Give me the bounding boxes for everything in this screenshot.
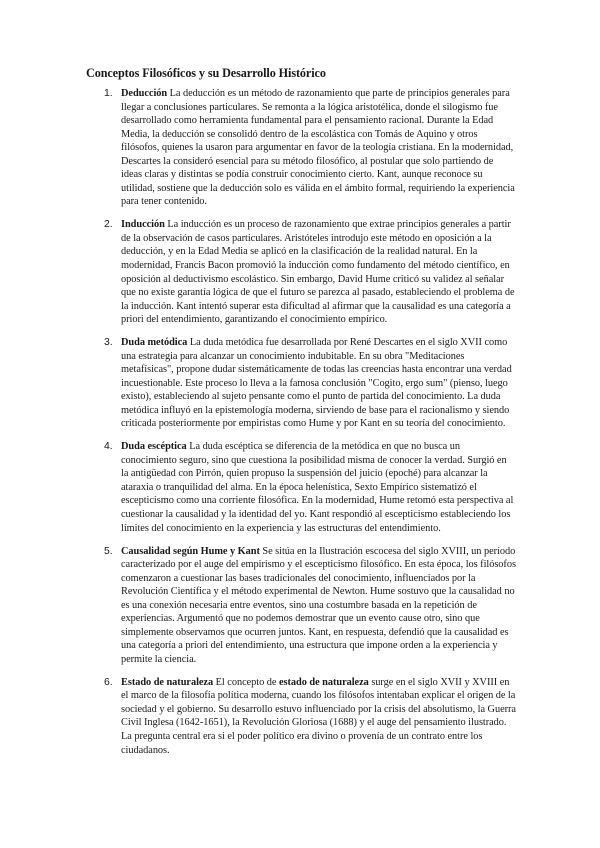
list-item-induccion <box>86 218 516 326</box>
list-item-duda-esceptica <box>86 440 516 535</box>
list-item-term: Causalidad según Hume y Kant <box>121 545 260 557</box>
list-item-term: Deducción <box>121 88 168 99</box>
document-title: Conceptos Filosóficos y su Desarrollo Histórico <box>86 66 326 80</box>
document-page <box>86 66 516 767</box>
list-item-inline-term: estado de naturaleza <box>278 676 369 688</box>
list-item-text: La duda metódica fue desarrollada por René Descartes en el siglo XVII como una estrategia para alcanzar un conocimiento indubitable. En su obra "Meditaciones metafísicas", propone dudar sistemáticamente de todas las creencias hasta encontrar una verdad incuestionable. Este proceso lo lleva a la famosa conclusión "Cogito, ergo sum" (pienso, luego existo), estableciendo al sujeto pensante como el punto de partida del conocimiento. La duda metódica influyó en la epistemología moderna, sirviendo de base para el racionalismo y siendo criticada posteriormente por empiristas como Hume y por Kant en su teoría del conocimiento. <box>121 337 512 430</box>
list-item-causalidad <box>86 545 516 667</box>
list-item-text: Se sitúa en la Ilustración escocesa del siglo XVIII, un período caracterizado por el auge del empirismo y el escepticismo filosófico. En esta época, los filósofos comenzaron a cuestionar las bases tradicionales del conocimiento, influenciados por la Revolución Científica y el método experimental de Newton. Hume sostuvo que la causalidad no es una conexión necesaria entre eventos, sino una costumbre basada en la repetición de experiencias. Argumentó que no podemos demostrar que un evento cause otro, sino que simplemente observamos que ocurren juntos. Kant, en respuesta, defendió que la causalidad es una categoría a priori del entendimiento, una estructura que impone orden a la experiencia y permite la ciencia. <box>121 545 516 665</box>
list-item-term: Inducción <box>121 219 165 231</box>
list-item-term: Duda metódica <box>121 337 188 349</box>
list-item-deduccion <box>86 87 516 209</box>
list-item-number: 1. <box>104 88 113 99</box>
list-item-text: La inducción es un proceso de razonamiento que extrae principios generales a partir de la observación de casos particulares. Aristóteles introdujo este método en oposición a la deducción, y en la Edad Media se aplicó en la clasificación de la realidad natural. En la modernidad, Francis Bacon promovió la inducción como fundamento del método científico, en oposición al deductivismo escolástico. Sin embargo, David Hume criticó su validez al señalar que no existe garantía lógica de que el futuro se parezca al pasado, estableciendo el problema de la inducción. Kant intentó superar esta dificultad al afirmar que la causalidad es una categoría a priori del entendimiento, garantizando el conocimiento empírico. <box>121 219 515 326</box>
list-item-text-before: El concepto de <box>215 676 277 688</box>
concept-list <box>86 87 516 757</box>
list-item-term: Duda escéptica <box>121 441 187 453</box>
list-item-estado-naturaleza <box>86 676 516 757</box>
list-item-text: La duda escéptica se diferencia de la metódica en que no busca un conocimiento seguro, sino que cuestiona la posibilidad misma de conocer la verdad. Surgió en la antigüedad con Pirrón, quien propuso la suspensión del juicio (epoché) para alcanzar la ataraxia o tranquilidad del alma. En la época helenística, Sexto Empírico sistematizó el escepticismo como una corriente filosófica. En la modernidad, Hume retomó esta perspectiva al cuestionar la causalidad y la identidad del yo. Kant respondió al escepticismo estableciendo los límites del conocimiento en la experiencia y las estructuras del entendimiento. <box>121 441 514 534</box>
list-item-number: 6. <box>104 676 113 688</box>
list-item-number: 5. <box>104 545 113 557</box>
list-item-text-after: surge en el siglo XVII y XVIII en el marco de la filosofía política moderna, cuando los filósofos intentaban explicar el origen de la sociedad y el gobierno. Su desarrollo estuvo influenciado por la crisis del absolutismo, la Guerra Civil Inglesa (1642-1651), la Revolución Gloriosa (1688) y el auge del pensamiento ilustrado. La pregunta central era si el poder político era divino o provenía de un contrato entre los ciudadanos. <box>121 676 516 756</box>
list-item-text: La deducción es un método de razonamiento que parte de principios generales para llegar a conclusiones particulares. Se remonta a la lógica aristotélica, donde el silogismo fue desarrollado como herramienta fundamental para el pensamiento racional. Durante la Edad Media, la deducción se consolidó dentro de la escolástica con Tomás de Aquino y otros filósofos, quienes la usaron para argumentar en favor de la teología cristiana. En la modernidad, Descartes la consideró esencial para su método filosófico, al postular que solo partiendo de ideas claras y distintas se podía construir conocimiento cierto. Kant, aunque reconoce su utilidad, sostiene que la deducción solo es válida en el ámbito formal, requiriendo la experiencia para tener contenido. <box>121 88 515 208</box>
list-item-number: 2. <box>104 219 113 231</box>
list-item-term: Estado de naturaleza <box>121 676 214 688</box>
list-item-duda-metodica <box>86 336 516 431</box>
list-item-number: 4. <box>104 441 113 453</box>
list-item-number: 3. <box>104 337 113 349</box>
